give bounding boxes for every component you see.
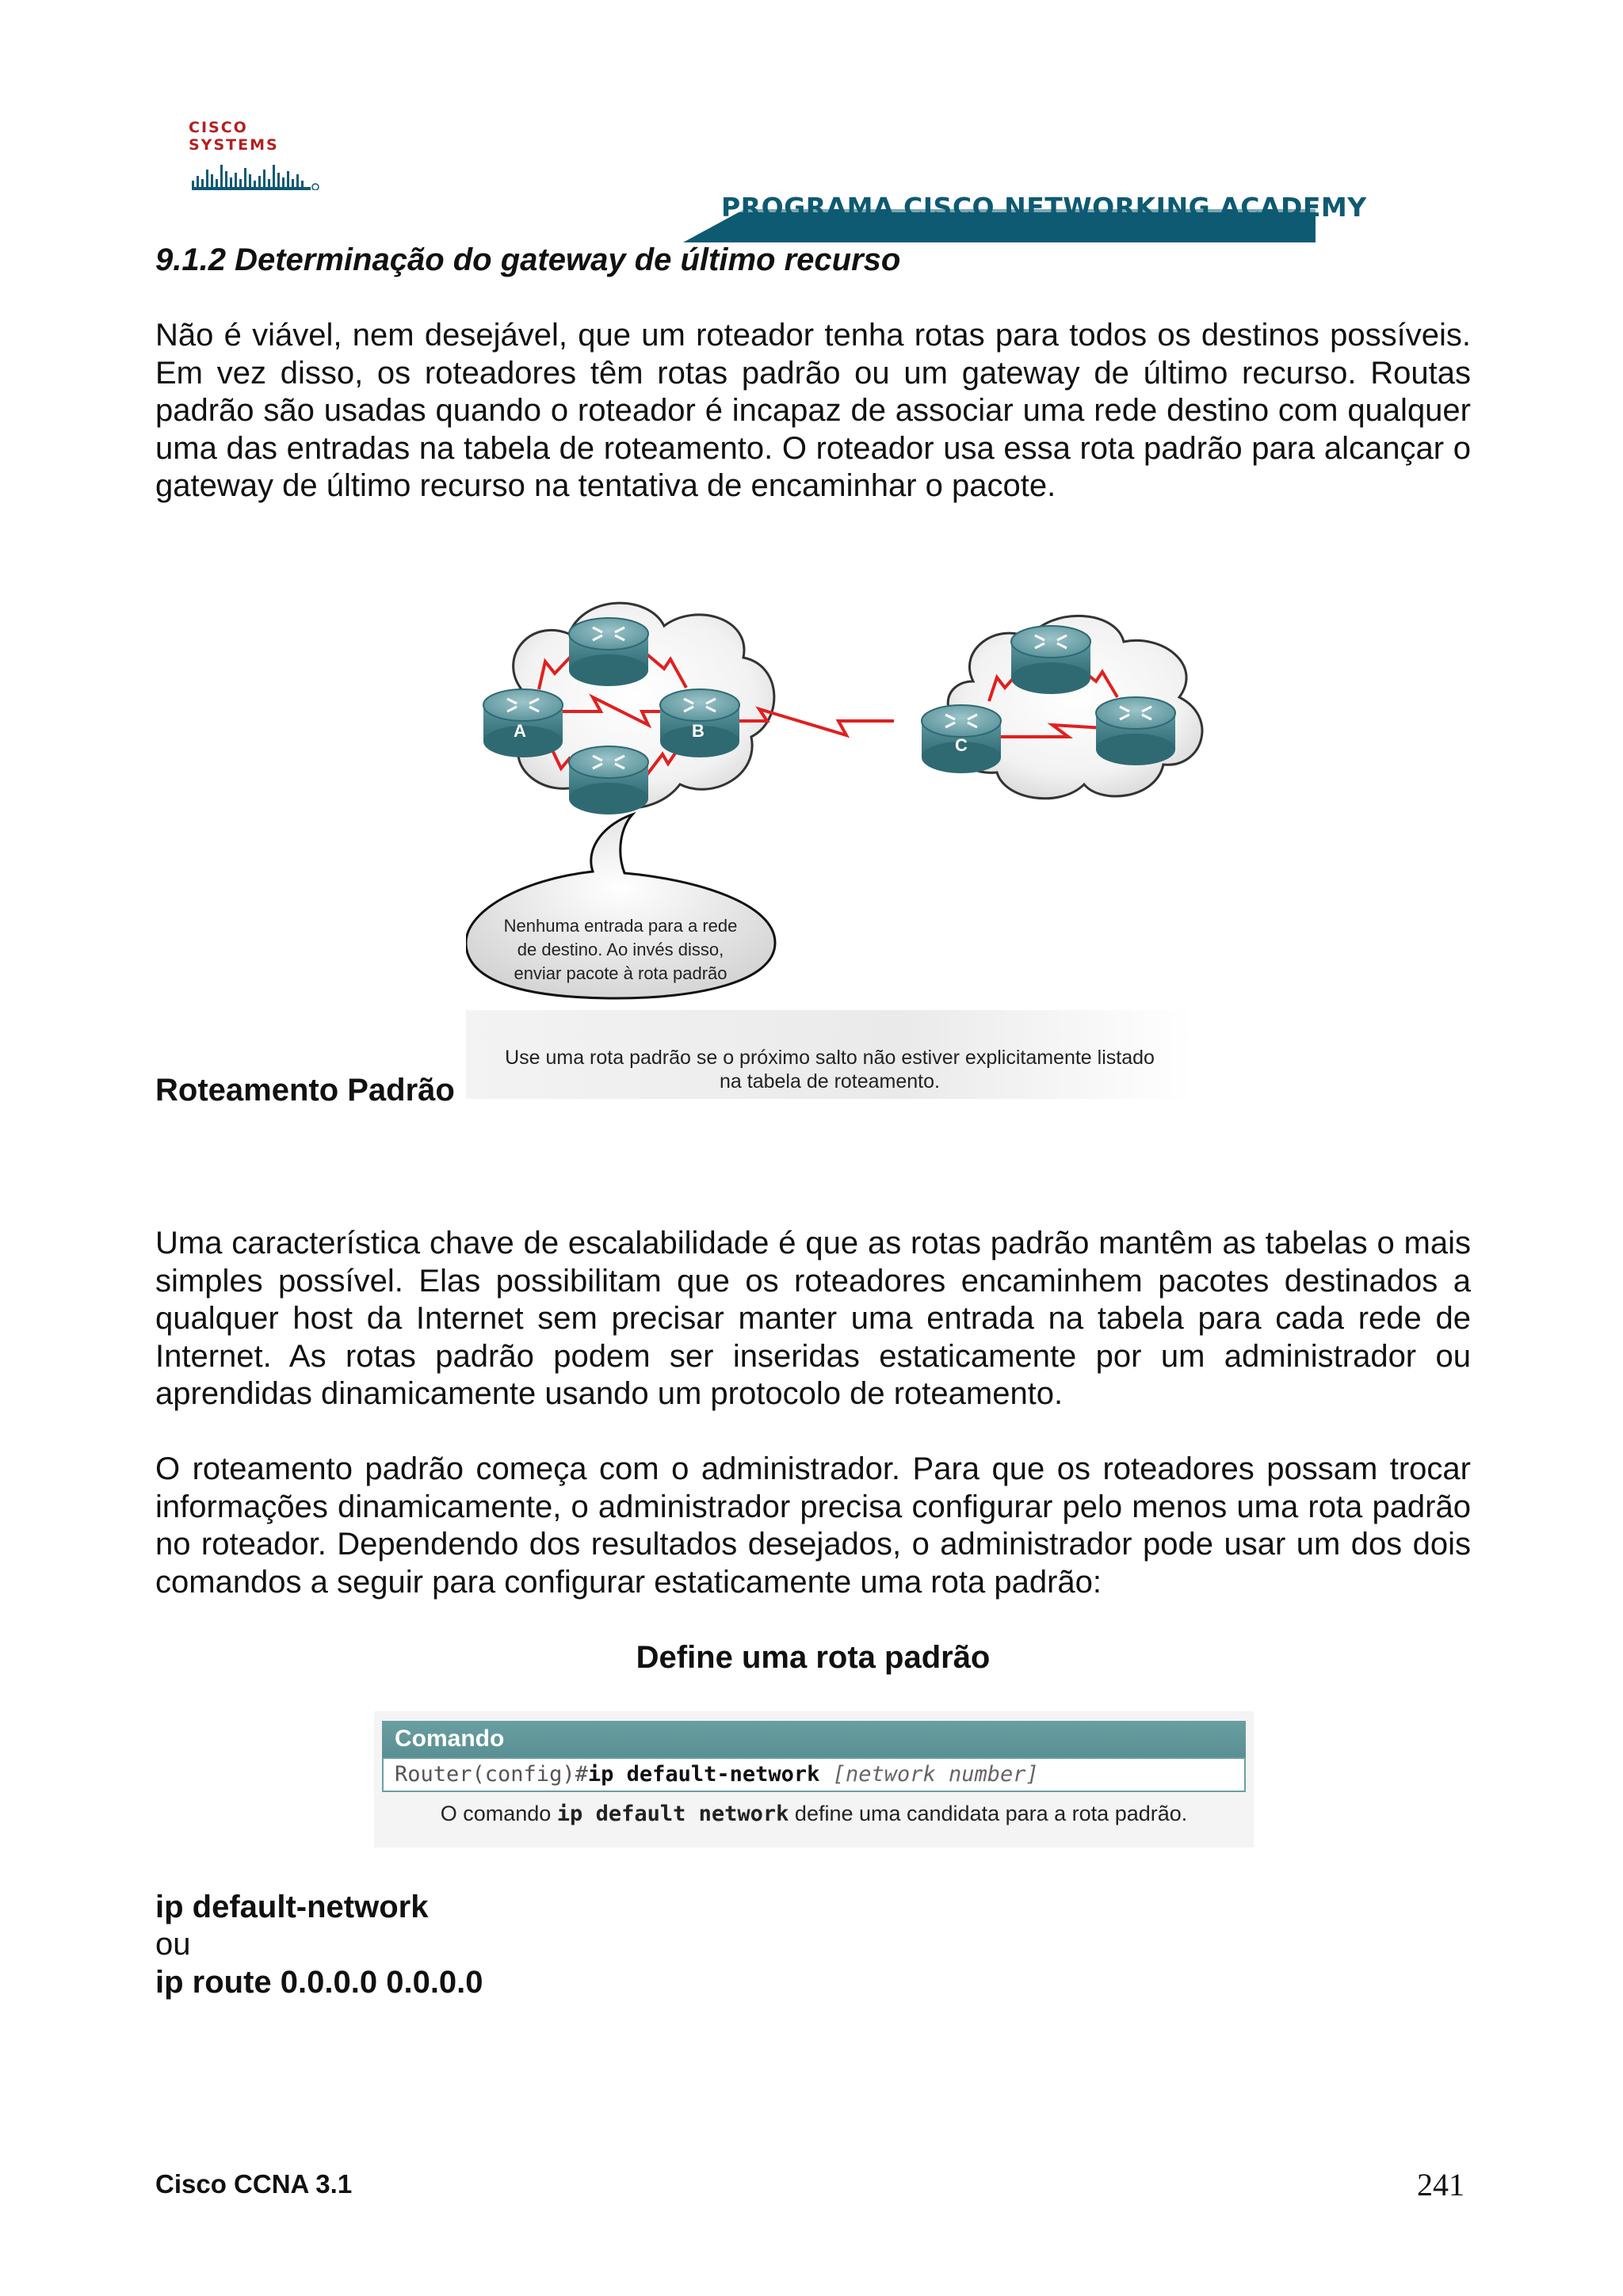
academy-banner bbox=[683, 189, 1367, 242]
router-c bbox=[922, 705, 1001, 773]
paragraph-2-text: Uma característica chave de escalabilidade é que as rotas padrão mantêm as tabelas o mais simples possível. Elas possibilitam que os roteadores encaminhem pacotes destinados a qualquer host da Internet sem precisar manter uma entrada na tabela para cada rede de Internet. As rotas padrão podem ser inseridas estaticamente por um administrador ou aprendidas dinamicamente usando um protocolo de roteamento. bbox=[155, 1226, 1471, 1411]
router-top-left bbox=[483, 689, 563, 757]
router-right-top bbox=[1011, 626, 1090, 694]
router-b bbox=[660, 689, 739, 757]
command-table-row bbox=[382, 1757, 1246, 1792]
section-title: 9.1.2 Determinação do gateway de último recurso bbox=[155, 242, 901, 277]
callout-line-1: Nenhuma entrada para a rede bbox=[503, 916, 738, 936]
callout-line-2: de destino. Ao invés disso, bbox=[517, 940, 724, 959]
router-bottom-center bbox=[569, 746, 648, 814]
command-table bbox=[374, 1711, 1254, 1848]
caption-line-1: Use uma rota padrão se o próximo salto não estiver explicitamente listado bbox=[505, 1047, 1155, 1069]
cisco-logo bbox=[189, 119, 323, 192]
note-code: ip default network bbox=[556, 1802, 789, 1826]
router-right bbox=[1096, 697, 1175, 765]
router-label-c: C bbox=[955, 735, 968, 755]
command-table-header: Comando bbox=[382, 1721, 1246, 1757]
router-label-a: A bbox=[514, 721, 526, 741]
banner-text: PROGRAMA CISCO NETWORKING ACADEMY bbox=[721, 192, 1367, 223]
cisco-bars-icon bbox=[189, 119, 323, 190]
router-label-b: B bbox=[692, 721, 705, 741]
page-number: 241 bbox=[1417, 2167, 1465, 2203]
cmd-keyword: ip default-network bbox=[587, 1762, 820, 1787]
paragraph-3-text: O roteamento padrão começa com o administrador. Para que os roteadores possam trocar informações dinamicamente, o administrador precisa configurar pelo menos uma rota padrão no roteador. Dependendo dos resultados desejados, o administrador pode usar um dos dois comandos a seguir para configurar estaticamente uma rota padrão: bbox=[155, 1451, 1471, 1600]
logo-text: CISCO SYSTEMS bbox=[189, 119, 279, 154]
paragraph-2 bbox=[155, 1225, 1471, 1413]
figure-caption bbox=[466, 1046, 1193, 1093]
note-prefix: O comando bbox=[440, 1802, 552, 1825]
footer-course: Cisco CCNA 3.1 bbox=[155, 2169, 353, 2199]
cmd-prompt: Router(config)# bbox=[395, 1762, 588, 1787]
callout-line-3: enviar pacote à rota padrão bbox=[514, 963, 727, 983]
figure-label: Roteamento Padrão bbox=[155, 1073, 455, 1108]
figure-2-title-text: Define uma rota padrão bbox=[636, 1640, 991, 1675]
command-second: ip route 0.0.0.0 0.0.0.0 bbox=[155, 1965, 483, 2000]
command-note bbox=[374, 1802, 1254, 1826]
figure-2-title bbox=[0, 1640, 1623, 1676]
cmd-arg: [network number] bbox=[832, 1762, 1039, 1787]
command-separator: ou bbox=[155, 1927, 191, 1962]
router-top-center bbox=[569, 618, 648, 686]
callout-bubble bbox=[466, 814, 775, 998]
caption-line-2: na tabela de roteamento. bbox=[720, 1070, 940, 1093]
paragraph-1-text: Não é viável, nem desejável, que um roteador tenha rotas para todos os destinos possíveis. Em vez disso, os roteadores têm rotas padrão ou um gateway de último recurso. Routas padrão são usadas quando o roteador é incapaz de associar uma rede destino com qualquer uma das entradas na tabela de roteamento. O roteador usa essa rota padrão para alcançar o gateway de último recurso na tentativa de encaminhar o pacote. bbox=[155, 318, 1471, 503]
paragraph-3 bbox=[155, 1451, 1471, 1601]
command-first: ip default-network bbox=[155, 1890, 429, 1924]
note-suffix: define uma candidata para a rota padrão. bbox=[794, 1802, 1188, 1825]
paragraph-1 bbox=[155, 317, 1471, 505]
